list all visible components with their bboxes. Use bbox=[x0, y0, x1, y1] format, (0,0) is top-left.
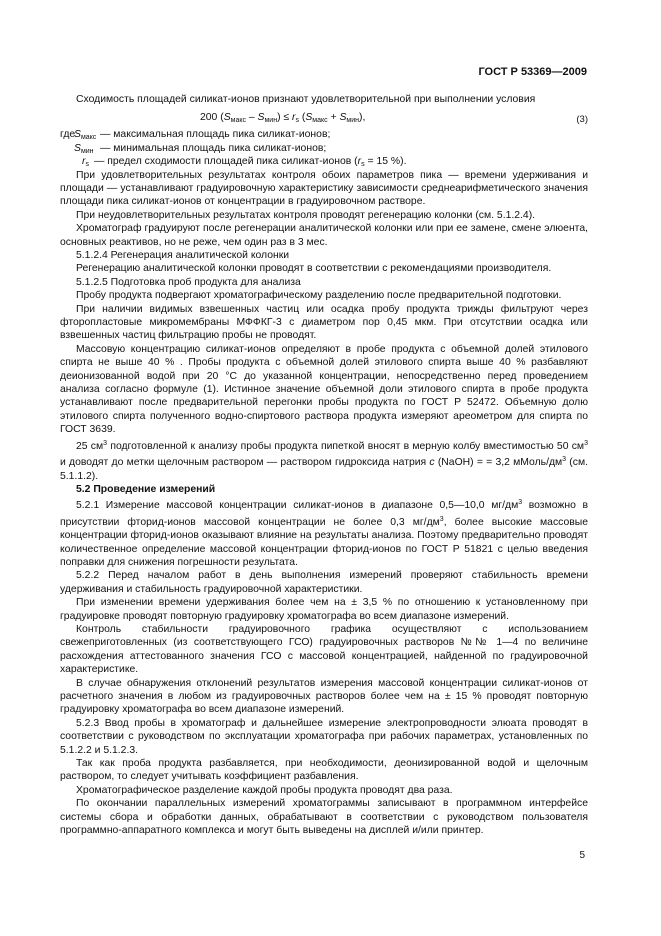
formula-number: (3) bbox=[576, 114, 588, 126]
paragraph: Так как проба продукта разбавляется, при необходимости, деонизированной водой и щелочным раствором, то следует учитывать коэффициент разбавления. bbox=[60, 758, 588, 783]
paragraph: Хроматографическое разделение каждой пробы продукта проводят два раза. bbox=[76, 784, 453, 796]
section-heading: 5.2 Проведение измерений bbox=[76, 483, 216, 495]
paragraph: При удовлетворительных результатах контроля обоих параметров пика — времени удерживания и площади — устанавливают градуировочную характеристику зависимости среднеарифметического значения площади пика силикат-ионов от концентрации в градуировочном растворе. bbox=[60, 169, 588, 208]
definition-row: $S_{мин}$ — минимальная площадь пика силикат-ионов; bbox=[74, 142, 327, 155]
paragraph: По окончании параллельных измерений хроматограммы записывают в программном интерфейсе системы сбора и обработки данных, обрабатывают в соответствии с руководством пользователя программно-аппаратного комплекса и могут быть выведены на дисплей и/или принтер. bbox=[60, 798, 588, 837]
symbol-definitions bbox=[60, 128, 588, 168]
paragraph: 25 $см^3$ подготовленной к анализу пробы продукта пипеткой вносят в мерную колбу вместимостью 50 $см^3$ и доводят до метки щелочным раствором — раствором гидроксида натрия с (NaOH) = = 3,2 мМоль/$дм^3$ (см. 5.1.1.2). bbox=[60, 439, 588, 482]
paragraph: Пробу продукта подвергают хроматографическому разделению после предварительной подготовки. bbox=[76, 290, 562, 302]
page-number: 5 bbox=[579, 850, 585, 861]
intro-paragraph: Сходимость площадей силикат-ионов признают удовлетворительной при выполнении условия bbox=[76, 94, 536, 105]
paragraph: При изменении времени удерживания более чем на ± 3,5 % по отношению к установленному при градуировке проводят повторную градуировку хроматографа во всем диапазоне измерений. bbox=[60, 597, 588, 622]
standard-code-header: ГОСТ Р 53369—2009 bbox=[478, 66, 587, 78]
paragraph: Контроль стабильности градуировочного графика осуществляют с использованием свежеприготовленных (из соответствующего ГСО) градуировочных растворов №№ 1—4 по величине расхождения аттестованного значения ГСО с массовой концентрацией, найденной по градуировочной характеристике. bbox=[60, 623, 588, 676]
paragraph: Регенерацию аналитической колонки проводят в соответствии с рекомендациями производителя. bbox=[76, 263, 552, 275]
paragraph-list bbox=[60, 169, 588, 838]
paragraph: 5.1.2.5 Подготовка проб продукта для анализа bbox=[76, 276, 301, 288]
formula-expression: 200 $(S_{макс} - S_{мин}) \le r_s$ $(S_{макс} + S_{мин})$, bbox=[200, 112, 366, 125]
paragraph: При наличии видимых взвешенных частиц или осадка пробу продукта трижды фильтруют через фторопластовые микромембраны МФФКГ-3 с диаметром пор 0,45 мкм. При отсутствии осадка или взвешенных частиц фильтрацию пробы не проводят. bbox=[60, 303, 588, 342]
paragraph: При неудовлетворительных результатах контроля проводят регенерацию колонки (см. 5.1.2.4). bbox=[76, 209, 536, 221]
paragraph: В случае обнаружения отклонений результатов измерения массовой концентрации силикат-ионов от расчетного значения в любом из градуировочных растворов более чем на ± 15 % проводят повторную градуировку хроматографа во всем диапазоне измерений. bbox=[60, 677, 588, 716]
definition-row: $r_s$ — предел сходимости площадей пика силикат-ионов ($r_s = 15$ %). bbox=[82, 156, 407, 169]
paragraph: 5.2.1 Измерение массовой концентрации силикат-ионов в диапазоне 0,5—10,0 $мг/дм^3$ возможно в присутствии фторид-ионов массовой концентрации не более 0,3 $мг/дм^3$, более высокие массовые концентрации фторид-ионов оказывают влияние на результаты анализа. Поэтому предварительно проводят количественное определение массовой концентрации фторид-ионов по ГОСТ Р 51821 с целью введения поправки для снижения погрешности результата. bbox=[60, 499, 588, 568]
formula-3 bbox=[60, 111, 588, 125]
paragraph: 5.2.3 Ввод пробы в хроматограф и дальнейшее измерение электропроводности элюата проводят в соответствии с руководством по эксплуатации хроматографа при рабочих параметрах, установленных по 5.1.2.2 и 5.1.2.3. bbox=[60, 717, 588, 756]
document-body bbox=[60, 93, 588, 837]
paragraph: 5.2.2 Перед началом работ в день выполнения измерений проверяют стабильность времени удерживания и стабильность градуировочной характеристики. bbox=[60, 570, 588, 595]
paragraph: Массовую концентрацию силикат-ионов определяют в пробе продукта с объемной долей этилового спирта не выше 40 % . Пробы продукта с объемной долей этилового спирта выше 40 % разбавляют деионизованной водой при 20 °С до указанной концентрации, непосредственно перед проведением анализа согласно формуле (1). Истинное значение объемной доли этилового спирта в пробе продукта устанавливают после предварительной перегонки пробы продукта по ГОСТ Р 52472. Объемную долю этилового спирта полученного водно-спиртового раствора продукта измеряют ареометром для спирта по ГОСТ 3639. bbox=[60, 343, 588, 436]
definition-row: где $S_{макс}$ — максимальная площадь пика силикат-ионов; bbox=[60, 129, 331, 142]
paragraph: Хроматограф градуируют после регенерации аналитической колонки или при ее замене, смене элюента, основных реактивов, но не реже, чем один раз в 3 мес. bbox=[60, 223, 588, 248]
paragraph: 5.1.2.4 Регенерация аналитической колонки bbox=[76, 250, 290, 262]
